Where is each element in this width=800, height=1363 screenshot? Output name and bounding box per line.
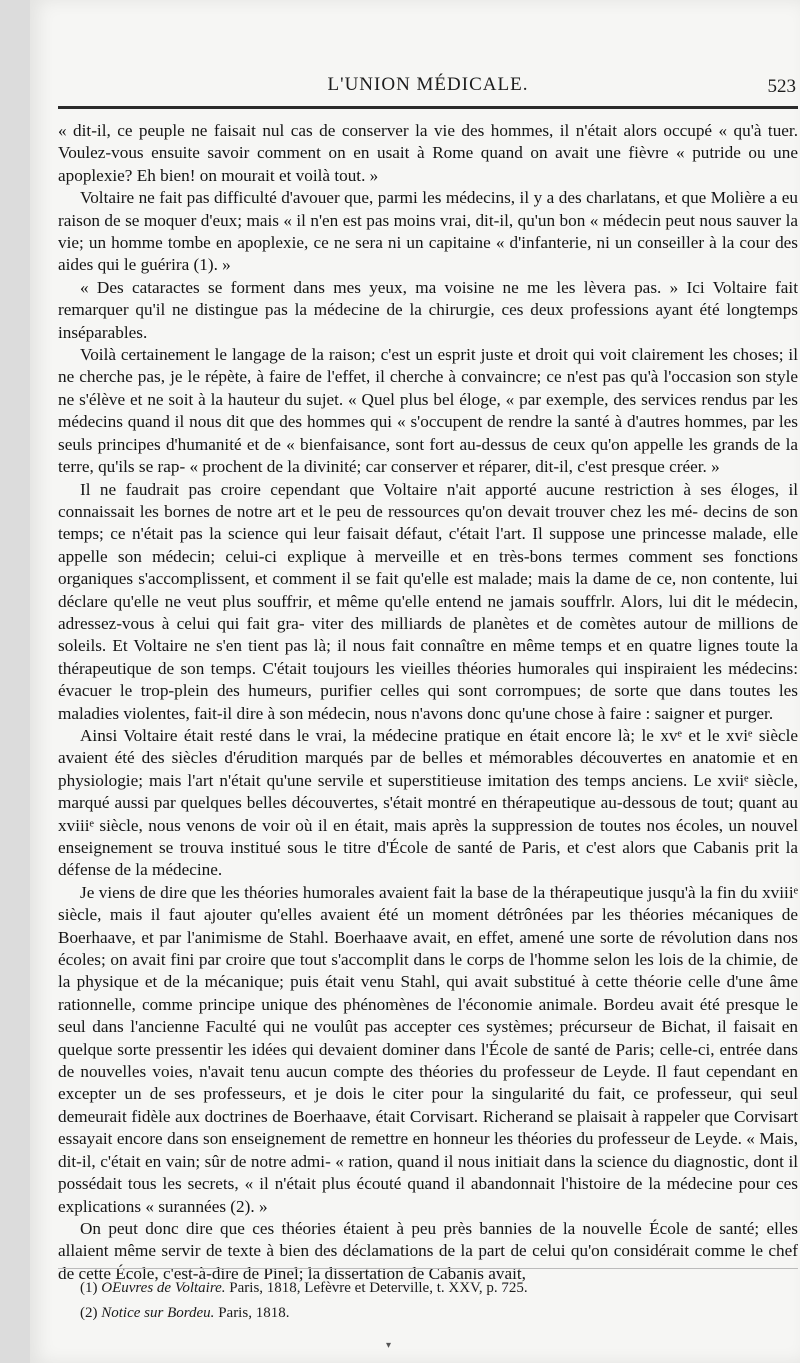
footnotes bbox=[58, 1276, 798, 1326]
print-mark: ▾ bbox=[386, 1340, 392, 1351]
footnote-title: OEuvres de Voltaire. bbox=[101, 1280, 226, 1296]
running-title: L'UNION MÉDICALE. bbox=[327, 74, 529, 95]
footnote-text: Paris, 1818. bbox=[214, 1305, 290, 1321]
footnote-1 bbox=[58, 1276, 798, 1301]
header-rule bbox=[58, 106, 798, 109]
footnote-text: Paris, 1818, Lefèvre et Deterville, t. XXV, p. 725. bbox=[225, 1280, 528, 1296]
page-number: 523 bbox=[767, 76, 796, 97]
book-page bbox=[30, 0, 800, 1363]
paragraph-7: Je viens de dire que les théories humorales avaient fait la base de la thérapeutique jusqu'à la fin du xviiiᵉ siècle, mais il faut ajouter qu'elles avaient été un moment détrônées par les théories mécaniques de Boerhaave, et par l'animisme de Stahl. Boerhaave avait, en effet, amené une sorte de révolution dans nos écoles; on avait fini par croire que tout s'accomplit dans le corps de l'homme selon les lois de la chimie, de la physique et de la mécanique; puis était venu Stahl, qui avait substitué à cette théorie celle d'une âme rationnelle, comme principe unique des phénomènes de l'économie animale. Bordeu avait été presque le seul dans l'ancienne Faculté qui ne voulût pas accepter ces systèmes; précurseur de Bichat, il faisait en quelque sorte pressentir les idées qui devaient dominer dans l'École de santé de Paris; celle-ci, entrée dans de nouvelles voies, n'avait tenu aucun compte des théories du professeur de Leyde. Il faut cependant en excepter un de ses professeurs, et je dois le citer pour la singularité du fait, ce professeur, qui seul demeurait fidèle aux doctrines de Boerhaave, était Corvisart. Richerand se plaisait à rappeler que Corvisart essayait encore dans son enseignement de remettre en honneur les théories du professeur de Leyde. « Mais, dit-il, c'était en vain; sûr de notre admi- « ration, quand il nous initiait dans la science du diagnostic, dont il possédait tous les secrets, « il n'était plus écouté quand il abandonnait l'histoire de la médecine pour ces explications « surannées (2). » bbox=[58, 882, 798, 1216]
paragraph-5: Il ne faudrait pas croire cependant que Voltaire n'ait apporté aucune restriction à ses éloges, il connaissait les bornes de notre art et le peu de ressources qu'on devait trouver chez les mé- decins de son temps; ce n'était pas la science qui leur faisait défaut, c'était l'art. Il suppose une princesse malade, elle appelle son médecin; celui-ci explique à merveille et en très-bons termes comment ses fonctions organiques s'accomplissent, et comment il se fait qu'elle est malade; mais la dame de ce, non contente, lui déclare qu'elle ne veut plus souffrir, et même qu'elle entend ne jamais souffrlr. Alors, lui dit le médecin, adressez-vous à celui qui fait gra- viter des milliards de planètes et de comètes autour de millions de soleils. Et Voltaire ne s'en tient pas là; il nous fait connaître en même temps et en quatre lignes toute la thérapeutique de son temps. C'était toujours les vieilles théories humorales qui inspiraient les médecins: évacuer le trop-plein des humeurs, purifier celles qui sont corrompues; de sorte que dans toutes les maladies violentes, fait-il dire à son médecin, nous n'avons donc qu'une chose à faire : saigner et purger. bbox=[58, 479, 798, 723]
paragraph-8: On peut donc dire que ces théories étaient à peu près bannies de la nouvelle École de santé; elles allaient même servir de texte à bien des déclamations de la part de celui qu'on considérait comme le chef de cette École, c'est-à-dire de Pinel; la dissertation de Cabanis avait, bbox=[58, 1218, 798, 1283]
paragraph-2: Voltaire ne fait pas difficulté d'avouer que, parmi les médecins, il y a des charlatans, et que Molière a eu raison de se moquer d'eux; mais « il n'en est pas moins vrai, dit-il, qu'un bon « médecin peut nous sauver la vie; un homme tombe en apoplexie, ce ne sera ni un capitaine « d'infanterie, ni un conseiller à la cour des aides qui le guérira (1). » bbox=[58, 188, 798, 275]
footnote-marker: (1) bbox=[80, 1280, 98, 1296]
footnote-title: Notice sur Bordeu. bbox=[101, 1305, 215, 1321]
paragraph-4: Voilà certainement le langage de la raison; c'est un esprit juste et droit qui voit clairement les choses; il ne cherche pas, je le répète, à faire de l'effet, il cherche à convaincre; ce n'est pas qu'à l'occasion son style ne s'élève et ne soit à la hauteur du sujet. « Quel plus bel éloge, « par exemple, des services rendus par les médecins quand il nous dit que des hommes qui « s'occupent de rendre la santé à d'autres hommes, par les seuls principes d'humanité et de « bienfaisance, sont fort au-dessus de ceux qu'on appelle les grands de la terre, qu'ils se rap- « prochent de la divinité; car conserver et réparer, dit-il, c'est presque créer. » bbox=[58, 345, 798, 477]
page-header bbox=[58, 70, 798, 100]
footnote-2 bbox=[58, 1301, 798, 1326]
footnote-marker: (2) bbox=[80, 1305, 98, 1321]
body-text bbox=[58, 120, 798, 1285]
footnote-rule bbox=[58, 1268, 798, 1269]
paragraph-1: « dit-il, ce peuple ne faisait nul cas de conserver la vie des hommes, il n'était alors occupé « qu'à tuer. Voulez-vous ensuite savoir comment on en usait à Rome quand on avait une fièvre « putride ou une apoplexie? Eh bien! on mourait et voilà tout. » bbox=[58, 121, 798, 185]
paragraph-3: « Des cataractes se forment dans mes yeux, ma voisine ne me les lèvera pas. » Ici Voltaire fait remarquer qu'il ne distingue pas la médecine de la chirurgie, ces deux professions ayant été longtemps inséparables. bbox=[58, 277, 798, 342]
paragraph-6: Ainsi Voltaire était resté dans le vrai, la médecine pratique en était encore là; le xvᵉ et le xviᵉ siècle avaient été des siècles d'érudition marqués par de belles et mémorables découvertes en anatomie et en physiologie; mais l'art n'était qu'une servile et superstitieuse imitation des temps anciens. Le xviiᵉ siècle, marqué aussi par quelques belles découvertes, s'était montré en thérapeutique au-dessous de tout; quant au xviiiᵉ siècle, nous venons de voir où il en était, mais après la suppression de toutes nos écoles, un nouvel enseignement se trouva institué sous le titre d'École de santé de Paris, et c'est alors que Cabanis prit la défense de la médecine. bbox=[58, 725, 798, 880]
